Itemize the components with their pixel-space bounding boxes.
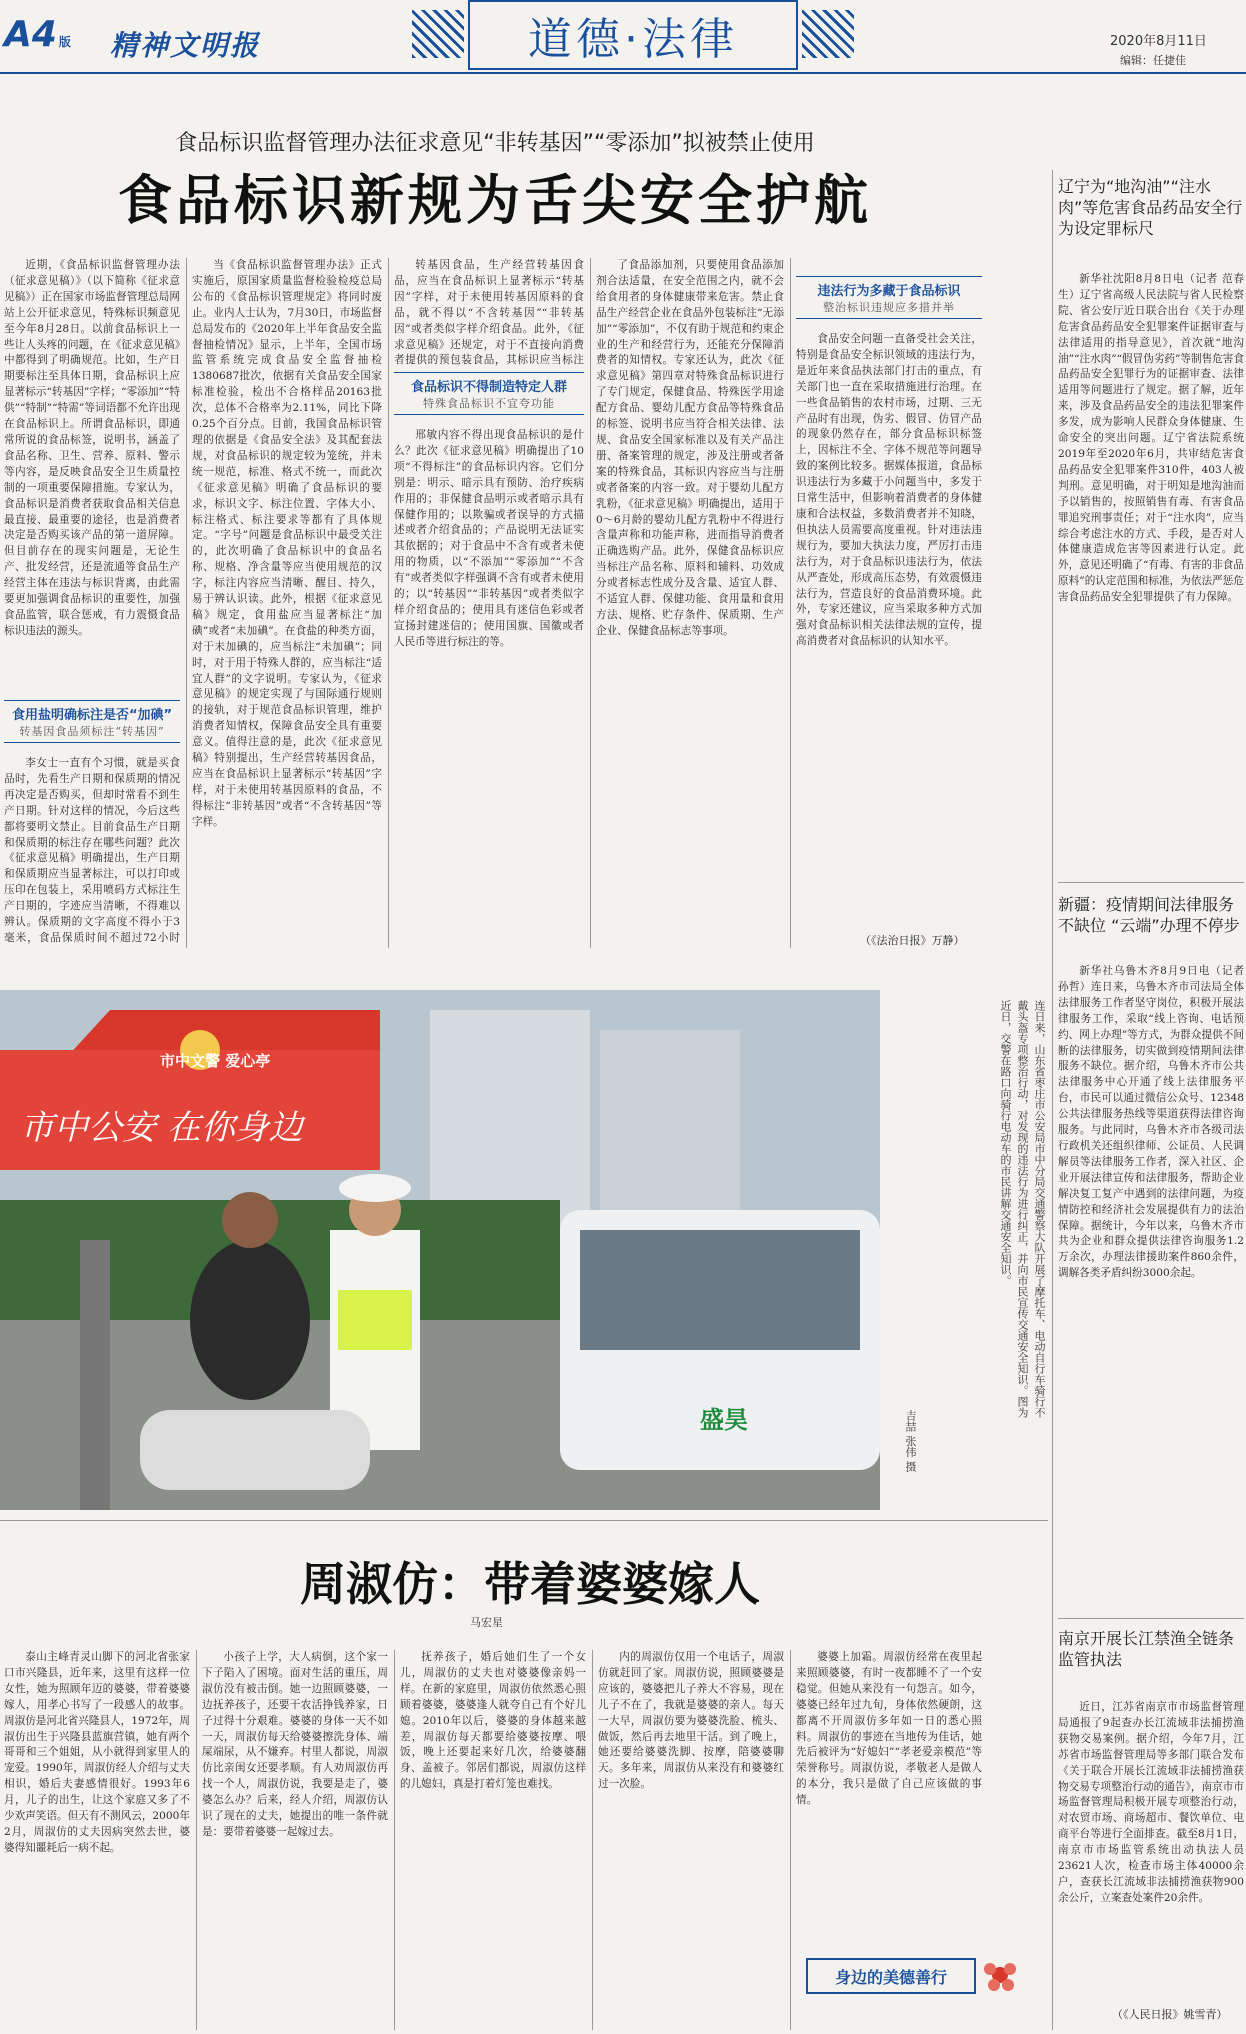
cart-brand: 盛昊 [700,1406,748,1434]
left-hatch-decoration [412,10,464,58]
lead-subhead-salt [4,700,180,743]
lead-column-2b: 转基因食品，生产经营转基因食品，应当在食品标识上显著标示“转基因”字样，对于未使用转基因原料的食品，就不得以“不含转基因”“非转基因”或者类似字样介绍食品。此外，《征求意见稿》还规定，对于不直接向消费者提供的预包装食品，其标识应当标注 [394,259,584,367]
subhead-crowd-sub: 特殊食品标识不宜夸功能 [423,397,555,410]
photo-caption: 连日来，山东省枣庄市公安局市中分局交通警察大队开展了摩托车、电动自行车骑行不戴头盔专项整治行动，对发现的违法行为进行纠正，并向市民宣传交通安全知识。图为近日，交警在路口向骑行电动车的市民讲解交通安全知识。 [999,1000,1046,1418]
side-story1-body: 新华社沈阳8月8日电（记者 范春生）辽宁省高级人民法院与省人民检察院、省公安厅近日联合出台《关于办理危害食品药品安全犯罪案件证据审查与法律适用的指导意见》，首次就“地沟油”“注水肉”“假冒伪劣药”等制售危害食品药品安全犯罪行为的证据审查、法律适用等问题进行了规定。据了解，近年来，涉及食品药品安全的违法犯罪案件多发，成为影响人民群众身体健康、生命安全的突出问题。辽宁省法院系统2019年至2020年6月，共审结危害食品药品安全犯罪案件310件，403人被判刑。意见明确，对于明知是地沟油而予以销售的，按照销售有毒、有害食品罪追究刑事责任；对于“注水肉”，应当综合考虑注水的方式、手段，是否对人体健康造成危害等因素进行认定。此外，意见还明确了“有毒、有害的非食品原料”的认定范围和标准，为依法严惩危害食品药品安全犯罪提供了有力保障。 [1058,273,1244,604]
subhead-salt-main: 食用盐明确标注是否“加碘” [11,708,173,723]
right-hatch-decoration [802,10,854,58]
page-number: A4 版 [4,14,71,55]
lead-credit: （《法治日报》万静） [860,934,965,947]
editor-credit: 编辑：任捷佳 [1120,54,1186,67]
subhead-violation-main: 违法行为多藏于食品标识 [817,284,961,299]
feature-column-3: 抚养孩子，婚后她们生了一个女儿，周淑仿的丈夫也对婆婆像亲妈一样。在新的家庭里，周淑仿依然悉心照顾着婆婆，婆婆逢人就夸自己有个好儿媳。2010年以后，婆婆的身体越来越差，周淑仿每天都要给婆婆按摩、喂饭，晚上还要起来好几次，给婆婆翻身、盖被子。邻居们都说，周淑仿这样的儿媳妇，真是打着灯笼也难找。 [400,1651,586,1791]
subhead-salt-sub: 转基因食品须标注“转基因” [19,725,165,738]
side-story2-body: 新华社乌鲁木齐8月9日电（记者 孙哲）连日来，乌鲁木齐市司法局全体法律服务工作者坚守岗位，积极开展法律服务工作，采取“线上咨询、电话预约、网上办理”等方式，为群众提供不间断的法律服务，切实做到疫情期间法律服务不缺位。据介绍，乌鲁木齐市公共法律服务中心开通了线上法律服务平台，市民可以通过微信公众号、12348公共法律服务热线等渠道获得法律咨询服务。与此同时，乌鲁木齐市各级司法行政机关还组织律师、公证员、人民调解员等法律服务工作者，深入社区、企业开展法律宣传和法律服务，帮助企业解决复工复产中遇到的法律问题，为疫情防控和经济社会发展提供有力的法治保障。据统计，今年以来，乌鲁木齐市共为企业和群众提供法律咨询服务1.2万余次，办理法律援助案件860余件，调解各类矛盾纠纷3000余起。 [1058,965,1244,1280]
virtue-label-text: 身边的美德善行 [834,1967,947,1987]
lead-column-1b: 李女士一直有个习惯，就是买食品时，先看生产日期和保质期的情况再决定是否购买，但却时常看不到生产日期。针对这样的情况，今后这些都将要明文禁止。目前食品生产日期和保质期的标注存在哪些问题？此次《征求意见稿》明确提出，生产日期和保质期应当显著标注，可以打印或压印在包装上，采用喷码方式标注生产日期的，字迹应当清晰，不得难以辨认。保质期的文字高度不得小于3毫米，食品保质时间不超过72小时 [4,757,180,944]
feature-column-5: 婆婆上加霜。周淑仿经常在夜里起来照顾婆婆，有时一夜都睡不了一个安稳觉。但她从来没有一句怨言。如今，婆婆已经年过九旬，身体依然硬朗，这都离不开周淑仿多年如一日的悉心照料。周淑仿的事迹在当地传为佳话，她先后被评为“好媳妇”“孝老爱亲模范”等荣誉称号。周淑仿说，孝敬老人是做人的本分，我只是做了自己应该做的事情。 [796,1651,982,1807]
lead-subhead-violation [796,276,982,319]
side-story3-credit: （《人民日报》姚雪青） [1112,2008,1228,2021]
virtue-label [806,1958,976,1994]
lead-column-1: 近期，《食品标识监督管理办法（征求意见稿）》（以下简称《征求意见稿》）正在国家市场监督管理总局网站上公开征求意见，特殊标识频意见至今年8月28日。以前食品标识上一些让人头疼的问题，在《征求意见稿》中都得到了明确规范。比如，生产日期要标注至具体日期，食品标识上应显著标示“转基因”字样；“零添加”“特供”“特制”“特需”等词语都不允许出现在食品标识上。所谓食品标识，即通常所说的食品标签，说明书，涵盖了食品名称、卫生、营养、原料、警示等内容，是反映食品安全卫生质量控制的一项重要保障措施。专家认为，食品标识是消费者获取食品相关信息最直接、最重要的途径，也是消费者决定是否购买该产品的第一道屏障。但目前存在的现实问题是，无论生产、批发经营，还是流通等食品生产经营主体在违法与标识背离，由此需要更加强调食品标识的重要性，加强食品监管，联合惩戒，有力震慑食品标识违法的源头。 [4,259,180,637]
feature-column-4: 内的周淑仿仅用一个电话子，周淑仿就赶回了家。周淑仿说，照顾婆婆是应该的，婆婆把儿子养大不容易，现在儿子不在了，我就是婆婆的亲人。每天一大早，周淑仿要为婆婆洗脸、梳头、做饭，然后再去地里干活。到了晚上，她还要给婆婆洗脚、按摩，陪婆婆聊天。多年来，周淑仿从来没有和婆婆红过一次脸。 [598,1651,784,1791]
side-story2-headline: 新疆：疫情期间法律服务不缺位 “云端”办理不停步 [1058,895,1240,935]
feature-column-2: 小孩子上学，大人病倒，这个家一下子陷入了困境。面对生活的重压，周淑仿没有被击倒。她一边照顾婆婆，一边抚养孩子，还要干农活挣钱养家，日子过得十分艰难。婆婆的身体一天不如一天，周淑仿每天给婆婆擦洗身体、端屎端尿，从不嫌弃。村里人都说，周淑仿比亲闺女还要孝顺。有人劝周淑仿再找一个人，周淑仿说，我要是走了，婆婆怎么办？后来，经人介绍，周淑仿认识了现在的丈夫，她提出的唯一条件就是：要带着婆婆一起嫁过去。 [202,1651,388,1838]
news-photo [0,990,880,1510]
subhead-crowd-main: 食品标识不得制造特定人群 [410,380,567,395]
side-story3-body: 近日，江苏省南京市市场监督管理局通报了9起查办长江流域非法捕捞渔获物交易案例。据介绍，今年7月，江苏省市场监督管理局等多部门联合发布《关于联合开展长江流域非法捕捞渔获物交易专项整治行动的通告》，南京市市场监督管理局积极开展专项整治行动，对农贸市场、商场超市、餐饮单位、电商平台等进行全面排查。截至8月1日，南京市市场监管系统出动执法人员23621人次，检查市场主体40000余户，查获长江流域非法捕捞渔获物900余公斤，立案查处案件20余件。 [1058,1701,1244,1904]
feature-author: 马宏星 [470,1616,503,1629]
section-title: 道德·法律 [528,14,738,65]
lead-column-5: 食品安全问题一直备受社会关注，特别是食品安全标识领域的违法行为，是近年来食品执法部门打击的重点，有关部门也一直在采取措施进行治理。在一些食品销售的农村市场，过期、三无产品时有出现，伪劣、假冒、仿冒产品的现象仍然存在，部分食品标识标签上，因标注不全、字体不规范等问题导致的案例比较多。据媒体报道，食品标识违法行为多藏于小问题当中，多发于日常生活中，但影响着消费者的身体健康和合法权益，多数消费者并不知晓，但执法人员需要高度重视。针对违法违规行为，要加大执法力度，严厉打击违法行为，对于食品标识违法行为，依法从严查处，形成高压态势，有效震慑违法行为，营造良好的食品消费环境。此外，专家还建议，应当采取多种方式加强对食品标识相关法律法规的宣传，提高消费者对食品标识的认知水平。 [796,333,982,648]
lead-column-3: 邢敏内容不得出现食品标识的是什么？此次《征求意见稿》明确提出了10项“不得标注”的食品标识内容。它们分别是：明示、暗示具有预防、治疗疾病作用的；非保健食品明示或者暗示具有保健作用的；以欺骗或者误导的方式描述或者介绍食品的；产品说明无法证实其依据的；对于食品中不含有或者未使用的物质，以“不添加”“零添加”“不含有”或者类似字样强调不含有或者未使用的；以“转基因”“非转基因”或者类似字样介绍食品的；使用具有迷信色彩或者宣扬封建迷信的；使用国旗、国徽或者人民币等进行标注的等。 [394,429,584,648]
subhead-violation-sub: 整治标识违规应多措并举 [823,301,955,314]
lead-column-2: 当《食品标识监督管理办法》正式实施后，原国家质量监督检验检疫总局公布的《食品标识管理规定》将同时废止。业内人士认为，7月30日，市场监督总局发布的《2020年上半年食品安全监督抽检情况》显示，上半年，全国市场监管系统完成食品安全监督抽检1380687批次，依据有关食品安全国家标准检验，检出不合格样品20163批次，总体不合格率为2.11%，同比下降0.25个百分点。目前，我国食品标识管理的依据是《食品安全法》及其配套法规，对食品标识的规定较为笼统，并未统一规范，标准、格式不统一，而此次《征求意见稿》明确了食品标识的要求，标识文字、标注位置、字体大小、标注格式、标注要求等都有了具体规定。“字号”问题是食品标识中最受关注的，此次明确了食品标识中的食品名称、规格、净含量等应当使用规范的汉字，标注内容应当清晰、醒目、持久，易于辨认识读。此外，根据《征求意见稿》规定，食用盐应当显著标注“加碘”或者“未加碘”。在食盐的种类方面，对于未加碘的，应当标注“未加碘”；同时，对于用于特殊人群的，应当标注“适宜人群”的文字说明。专家认为，《征求意见稿》的规定实现了与国际通行规则的接轨，对于规范食品标识管理，维护消费者知情权，保障食品安全具有重要意义。值得注意的是，此次《征求意见稿》特别提出，生产经营转基因食品，应当在食品标识上显著标示“转基因”字样，对于未使用转基因原料的食品，不得标注“非转基因”或者“不含转基因”等字样。 [192,259,382,828]
booth-sign: 市中文警 爱心亭 [160,1052,271,1070]
photo-credit: 吉喆 张伟 摄 [904,1410,917,1472]
banner-text: 市中公安 在你身边 [20,1108,303,1148]
feature-headline: 周淑仿：带着婆婆嫁人 [300,1557,760,1611]
flower-icon [980,1955,1020,1995]
lead-column-4: 了食品添加剂，只要使用食品添加剂合法适量，在安全范围之内，就不会给食用者的身体健康带来危害。禁止食品生产经营企业在食品外包装标注“无添加”“零添加”，不仅有助于规范和约束企业的生产和经营行为，还能充分保障消费者的知情权。专家还认为，此次《征求意见稿》第四章对特殊食品标识进行了专门规定，保健食品、特殊医学用途配方食品、婴幼儿配方食品等特殊食品的标签、说明书应当符合相关法律、法规、食品安全国家标准以及有关产品注册、备案管理的规定，涉及注册或者备案的特殊食品，其标识内容应当与注册或者备案的内容一致。对于婴幼儿配方乳粉，《征求意见稿》明确提出，适用于0～6月龄的婴幼儿配方乳粉中不得进行含量声称和功能声称，进而指导消费者正确选购产品。此外，保健食品标识应当标注产品名称、原料和辅料、功效成分或者标志性成分及含量、适宜人群、不适宜人群、保健功能、食用量和食用方法、规格、贮存条件、保质期、生产企业、保健食品标志等事项。 [596,259,784,637]
feature-column-1: 泰山主峰青灵山脚下的河北省张家口市兴隆县，近年来，这里有这样一位女性，她为照顾年迈的婆婆，带着婆婆嫁人，用孝心书写了一段感人的故事。周淑仿是河北省兴隆县人，1972年，周淑仿出生于兴隆县蓝旗营镇，她有两个哥哥和三个姐姐，从小就得到家里人的宠爱。1990年，周淑仿经人介绍与丈夫相识，婚后夫妻感情很好。1993年6月，儿子的出生，让这个家庭又多了不少欢声笑语。但天有不测风云，2000年2月，周淑仿的丈夫因病突然去世，婆婆得知噩耗后一病不起。 [4,1651,190,1854]
photo-illustration [0,990,880,1510]
paper-name: 精神文明报 [110,29,261,62]
lead-kicker: 食品标识监督管理办法征求意见“非转基因”“零添加”拟被禁止使用 [175,131,815,156]
lead-headline: 食品标识新规为舌尖安全护航 [118,169,872,232]
issue-date: 2020年8月11日 [1110,34,1207,49]
side-story1-headline: 辽宁为“地沟油”“注水肉”等危害食品药品安全行为设定罪标尺 [1058,177,1243,238]
section-banner [468,0,798,70]
side-story3-headline: 南京开展长江禁渔全链条监管执法 [1058,1629,1235,1669]
masthead-rule [0,72,1246,74]
lead-subhead-crowd [394,372,584,415]
